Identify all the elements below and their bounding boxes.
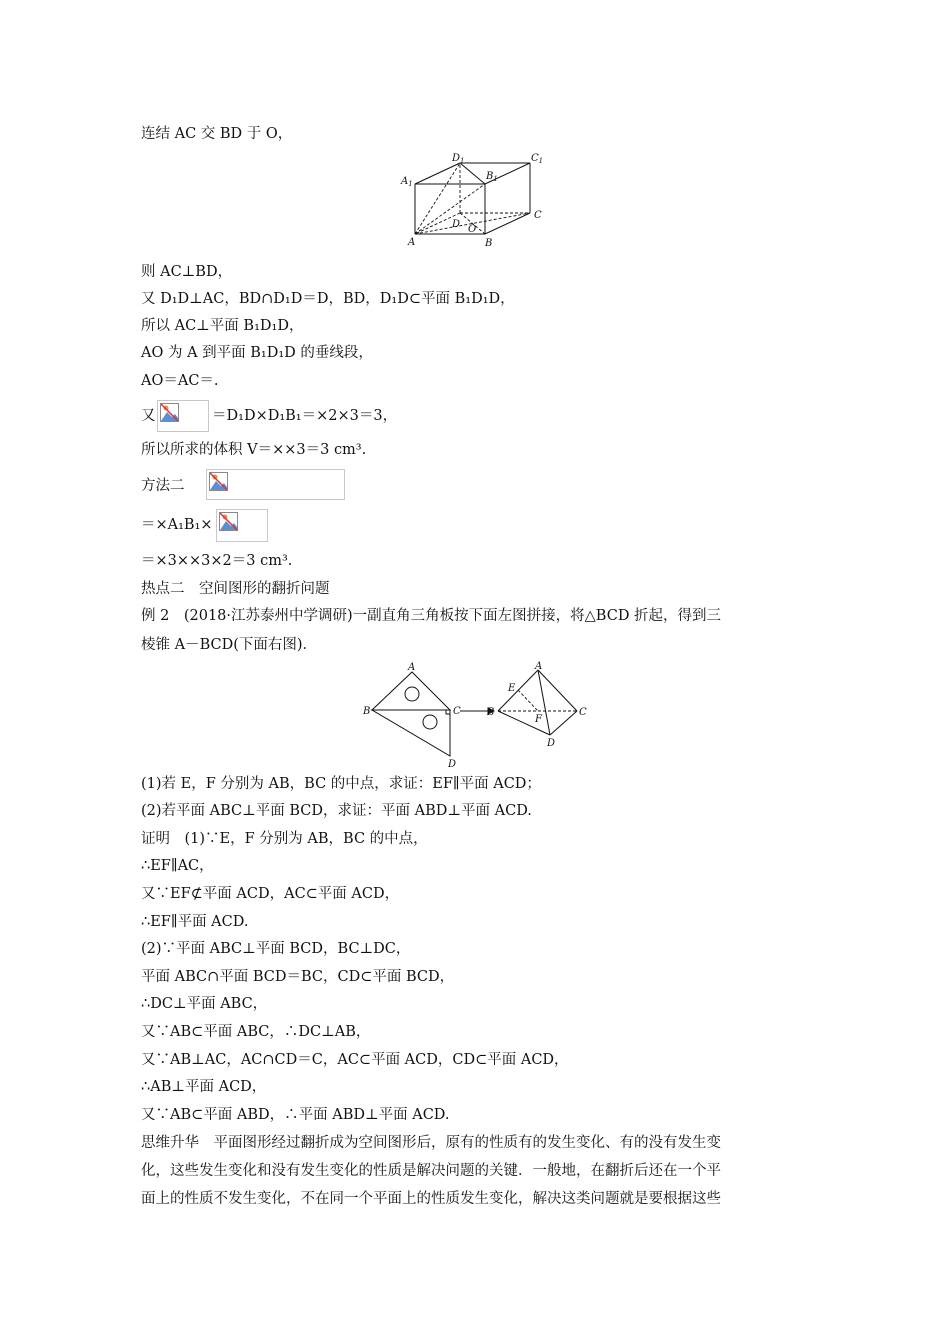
text-line: (2)∵平面 ABC⊥平面 BCD，BC⊥DC， bbox=[141, 941, 411, 957]
text-line: 又∵AB⊂平面 ABC，∴DC⊥AB， bbox=[141, 1024, 371, 1040]
text-line: 又∵AB⊥AC，AC∩CD＝C，AC⊂平面 ACD，CD⊂平面 ACD， bbox=[141, 1052, 569, 1068]
label-A: A bbox=[535, 661, 543, 672]
text-line: 连结 AC 交 BD 于 O， bbox=[141, 126, 293, 142]
text-line: 方法二 bbox=[141, 478, 185, 494]
formula-image-placeholder bbox=[206, 469, 345, 500]
text-line: ＝×A₁B₁× bbox=[141, 517, 213, 533]
label-C: C bbox=[579, 707, 587, 718]
text-line: ＝D₁D×D₁B₁＝×2×3＝3， bbox=[212, 408, 398, 424]
text-line: 例 2 (2018·江苏泰州中学调研)一副直角三角板按下面左图拼接，将△BCD 折起，得到三 bbox=[141, 608, 722, 624]
label-C: C bbox=[534, 210, 542, 221]
text-line: 又 D₁D⊥AC，BD∩D₁D＝D，BD，D₁D⊂平面 B₁D₁D， bbox=[141, 291, 515, 307]
label-B: B bbox=[487, 707, 495, 718]
label-O: O bbox=[468, 224, 477, 235]
text-line: 面上的性质不发生变化，不在同一个平面上的性质发生变化，解决这类问题就是要根据这些 bbox=[141, 1191, 721, 1207]
text-line: ∴EF∥AC， bbox=[141, 858, 214, 874]
text-line: 又∵EF⊄平面 ACD，AC⊂平面 ACD， bbox=[141, 886, 400, 902]
label-D1: $D_1$ bbox=[452, 153, 465, 165]
label-D: D bbox=[448, 759, 457, 770]
label-B1: $B_1$ bbox=[486, 171, 498, 183]
text-line: 化，这些发生变化和没有发生变化的性质是解决问题的关键．一般地，在翻折后还在一个平 bbox=[141, 1163, 721, 1179]
broken-image-icon bbox=[160, 403, 179, 422]
text-line: 平面 ABC∩平面 BCD＝BC，CD⊂平面 BCD， bbox=[141, 969, 455, 985]
formula-image-placeholder bbox=[157, 400, 209, 432]
label-B: B bbox=[485, 238, 493, 249]
text-line: (1)若 E，F 分别为 AB，BC 的中点，求证：EF∥平面 ACD； bbox=[141, 776, 541, 792]
label-D: D bbox=[452, 219, 461, 230]
text-line: 则 AC⊥BD， bbox=[141, 264, 233, 280]
label-C: C bbox=[453, 706, 461, 717]
label-A: A bbox=[408, 662, 416, 673]
cube-figure bbox=[400, 150, 550, 250]
text-line: 所以所求的体积 V＝××3＝3 cm³. bbox=[141, 442, 367, 458]
text-line: AO 为 A 到平面 B₁D₁D 的垂线段， bbox=[141, 345, 373, 361]
text-line: 思维升华 平面图形经过翻折成为空间图形后，原有的性质有的发生变化、有的没有发生变 bbox=[141, 1135, 721, 1151]
fold-figure bbox=[360, 660, 595, 770]
text-line: ＝×3××3×2＝3 cm³. bbox=[141, 553, 293, 569]
label-E: E bbox=[508, 683, 516, 694]
text-line: ∴EF∥平面 ACD. bbox=[141, 914, 249, 930]
text-line: 所以 AC⊥平面 B₁D₁D， bbox=[141, 318, 304, 334]
text-line: (2)若平面 ABC⊥平面 BCD，求证：平面 ABD⊥平面 ACD. bbox=[141, 803, 532, 819]
formula-image-placeholder bbox=[216, 509, 268, 542]
label-A1: $A_1$ bbox=[401, 176, 413, 188]
label-B: B bbox=[363, 706, 371, 717]
label-A: A bbox=[408, 237, 416, 248]
text-line: 又 bbox=[141, 408, 156, 424]
broken-image-icon bbox=[219, 512, 238, 531]
label-D: D bbox=[547, 738, 556, 749]
text-line: ∴AB⊥平面 ACD， bbox=[141, 1079, 267, 1095]
section-heading: 热点二 空间图形的翻折问题 bbox=[141, 581, 330, 597]
broken-image-icon bbox=[209, 472, 228, 491]
text-line: 证明 (1)∵E，F 分别为 AB，BC 的中点， bbox=[141, 831, 428, 847]
text-line: AO＝AC＝. bbox=[141, 373, 219, 389]
text-line: ∴DC⊥平面 ABC， bbox=[141, 996, 268, 1012]
label-C1: $C_1$ bbox=[531, 153, 544, 165]
text-line: 又∵AB⊂平面 ABD，∴平面 ABD⊥平面 ACD. bbox=[141, 1107, 450, 1123]
label-F: F bbox=[535, 714, 542, 725]
text-line: 棱锥 A－BCD(下面右图)． bbox=[141, 637, 318, 653]
